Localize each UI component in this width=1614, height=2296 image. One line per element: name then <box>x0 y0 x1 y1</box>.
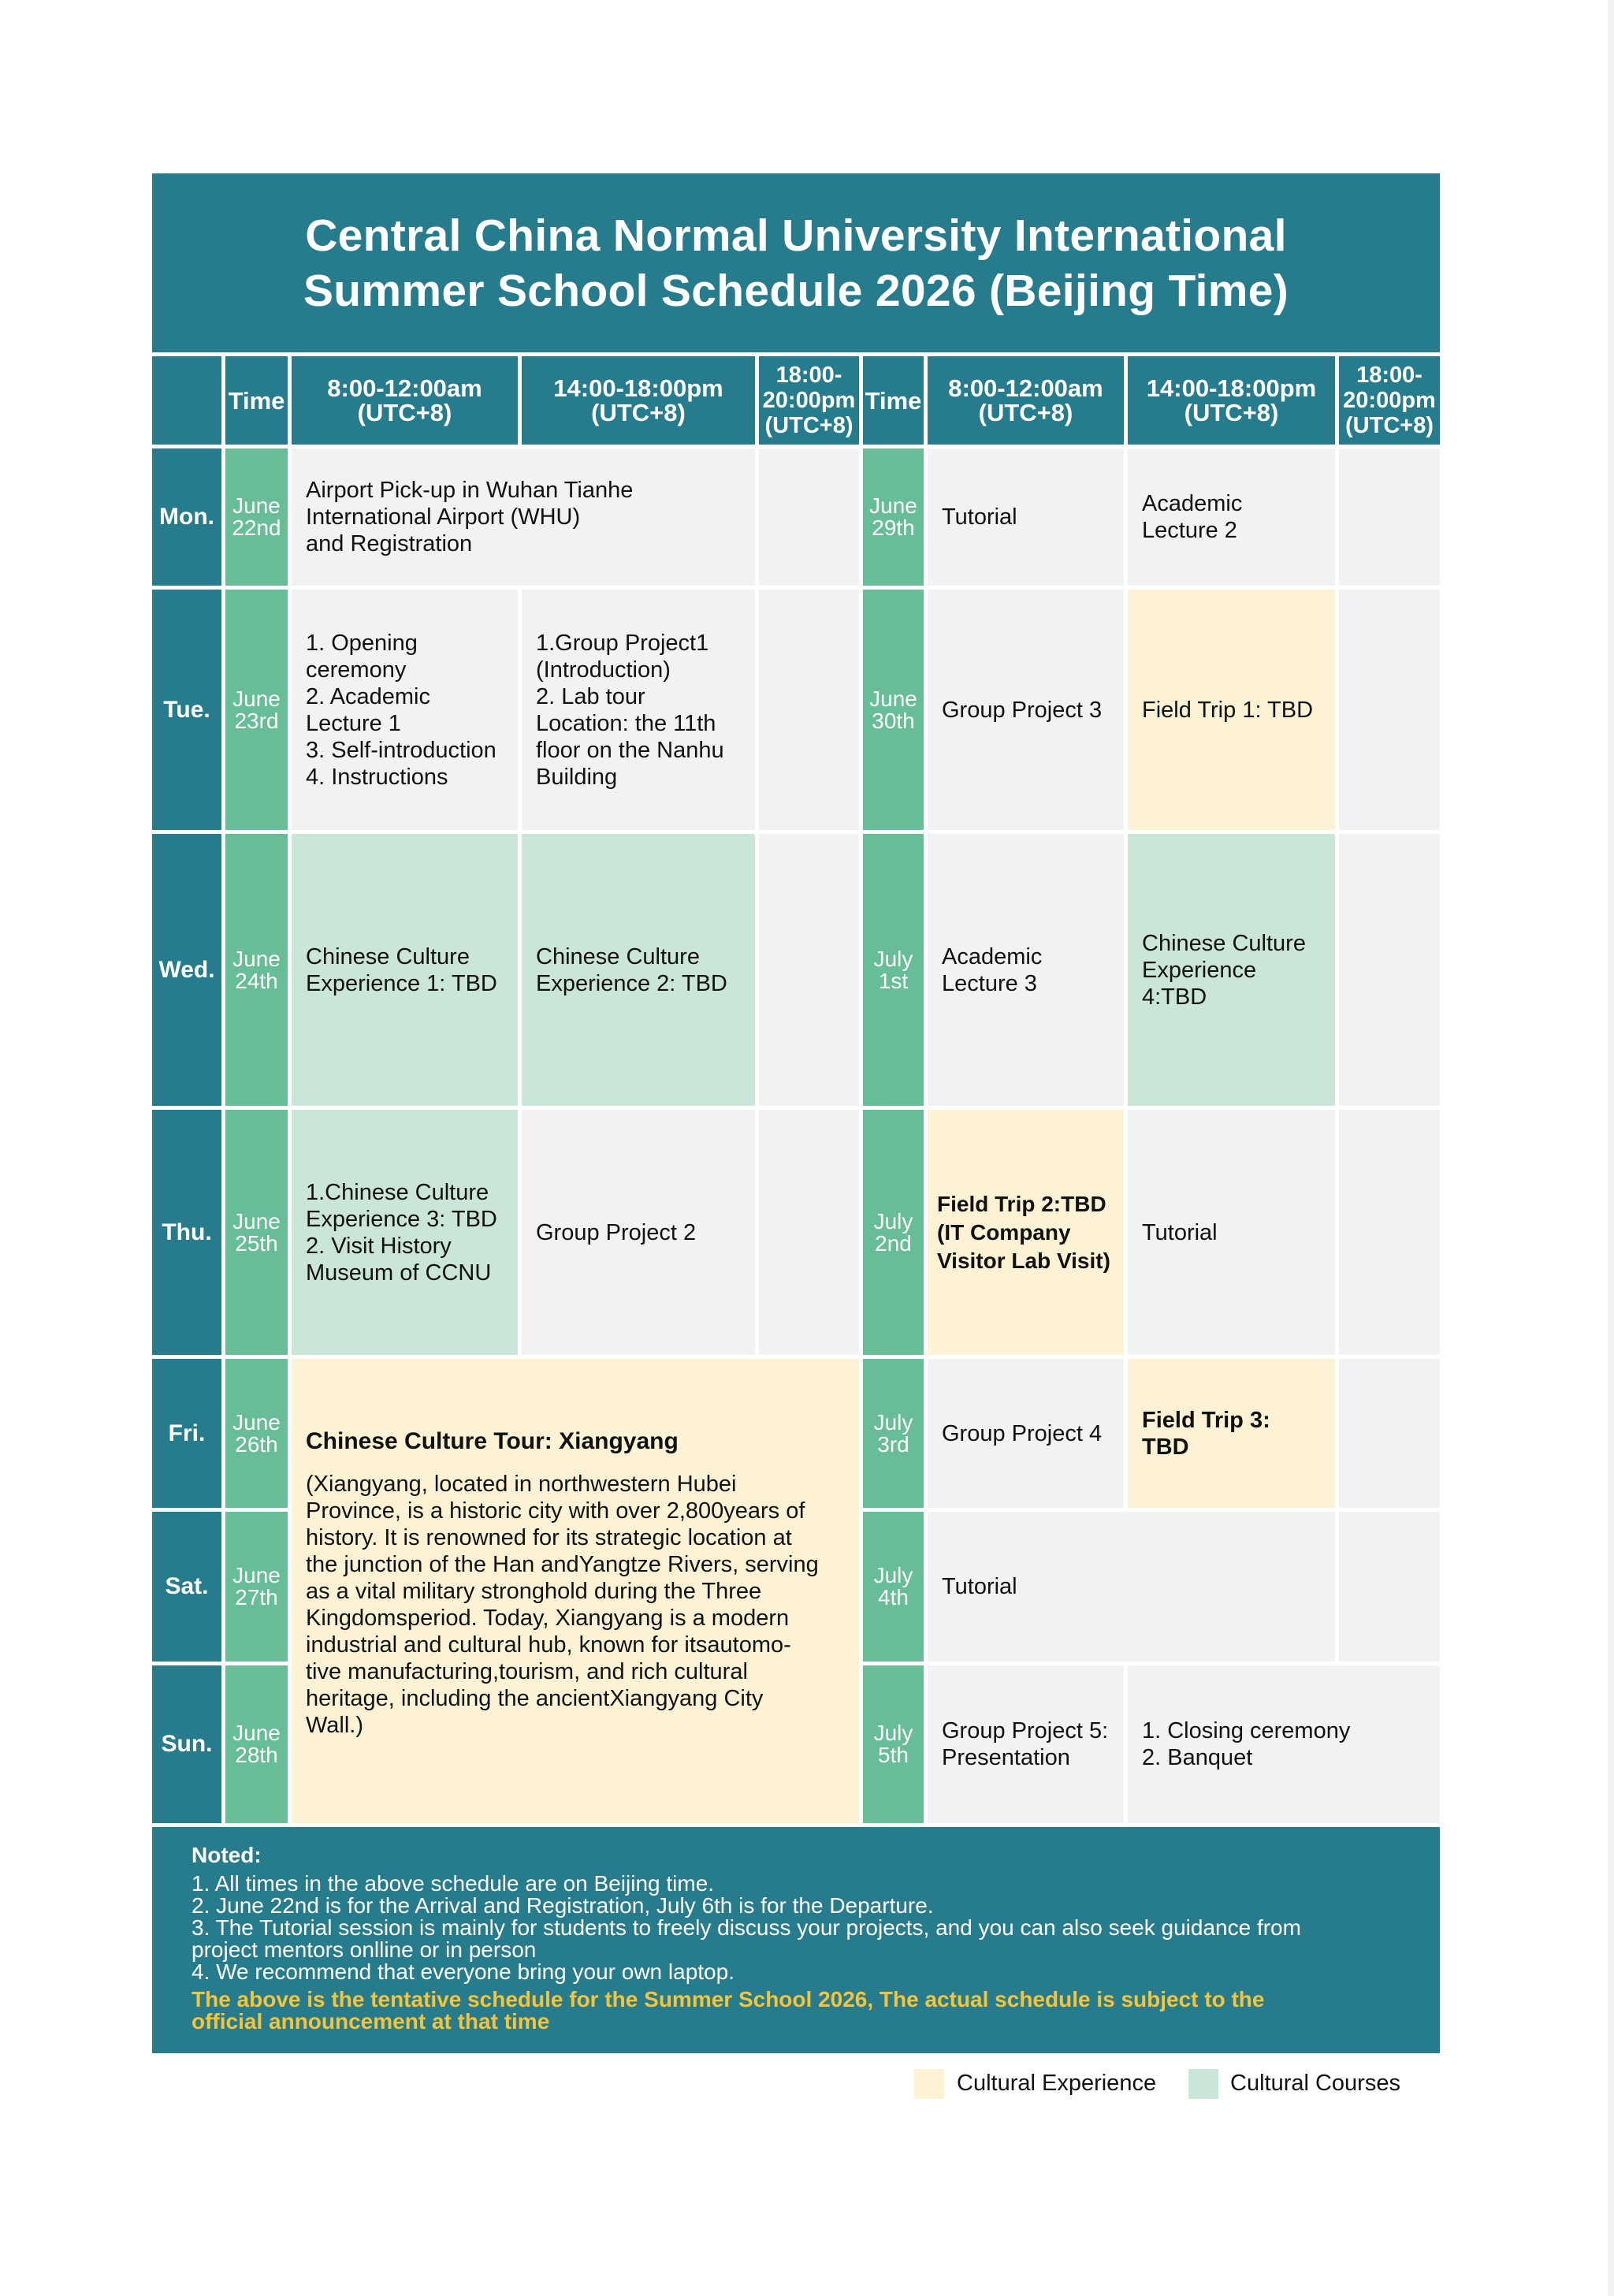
w2-fri-morning: Group Project 4 <box>928 1359 1124 1508</box>
header-morning-2: 8:00-12:00am (UTC+8) <box>928 356 1124 445</box>
date-cell: July 1st <box>863 834 924 1106</box>
day-label-thu: Thu. <box>152 1110 221 1355</box>
day-label-sat: Sat. <box>152 1512 221 1662</box>
w2-mon-evening <box>1339 448 1440 586</box>
day-label-wed: Wed. <box>152 834 221 1106</box>
w1-wed-afternoon: Chinese Culture Experience 2: TBD <box>522 834 755 1106</box>
header-time-2: Time <box>863 356 924 445</box>
w2-tue-evening <box>1339 590 1440 830</box>
note-item: 2. June 22nd is for the Arrival and Registration, July 6th is for the Departure. <box>192 1893 934 1918</box>
legend-label-experience: Cultural Experience <box>957 2071 1157 2096</box>
w2-tue-afternoon: Field Trip 1: TBD <box>1128 590 1335 830</box>
w2-mon-afternoon: Academic Lecture 2 <box>1128 448 1335 586</box>
w2-sun-afternoon: 1. Closing ceremony 2. Banquet <box>1128 1665 1440 1823</box>
w2-fri-afternoon: Field Trip 3: TBD <box>1128 1359 1335 1508</box>
notes-panel <box>152 1827 1440 2053</box>
w1-tue-evening <box>759 590 859 830</box>
day-label-tue: Tue. <box>152 590 221 830</box>
date-cell: June 28th <box>225 1665 288 1823</box>
date-cell: June 30th <box>863 590 924 830</box>
w1-wed-evening <box>759 834 859 1106</box>
w2-wed-morning: Academic Lecture 3 <box>928 834 1124 1106</box>
legend-label-courses: Cultural Courses <box>1230 2071 1400 2096</box>
title-line-1: Central China Normal University International <box>305 210 1287 261</box>
legend <box>914 2069 1426 2101</box>
day-label-sun: Sun. <box>152 1665 221 1823</box>
title-line-2: Summer School Schedule 2026 (Beijing Time) <box>303 265 1289 316</box>
w2-thu-morning: Field Trip 2:TBD (IT Company Visitor Lab Visit) <box>928 1110 1124 1355</box>
date-cell: June 26th <box>225 1359 288 1508</box>
w1-thu-morning: 1.Chinese Culture Experience 3: TBD 2. Visit History Museum of CCNU <box>292 1110 518 1355</box>
w1-tue-morning: 1. Opening ceremony 2. Academic Lecture 1 3. Self-introduction 4. Instructions <box>292 590 518 830</box>
date-cell: June 27th <box>225 1512 288 1662</box>
header-morning-1: 8:00-12:00am (UTC+8) <box>292 356 518 445</box>
date-cell: June 24th <box>225 834 288 1106</box>
w2-sat-activity: Tutorial <box>928 1512 1335 1662</box>
w2-sun-morning: Group Project 5: Presentation <box>928 1665 1124 1823</box>
page-title <box>152 173 1440 352</box>
w1-tue-afternoon: 1.Group Project1 (Introduction) 2. Lab tour Location: the 11th floor on the Nanhu Building <box>522 590 755 830</box>
header-time-1: Time <box>225 356 288 445</box>
schedule-sheet <box>152 173 1440 2053</box>
header-corner <box>152 356 221 445</box>
tour-title: Chinese Culture Tour: Xiangyang <box>306 1428 679 1454</box>
w2-mon-morning: Tutorial <box>928 448 1124 586</box>
w2-tue-morning: Group Project 3 <box>928 590 1124 830</box>
page-edge <box>1608 0 1614 2296</box>
note-item: 4. We recommend that everyone bring your own laptop. <box>192 1959 734 1984</box>
legend-swatch-courses <box>1188 2069 1218 2099</box>
tour-description: (Xiangyang, located in northwestern Hubei Province, is a historic city with over 2,800years of history. It is renowned for its strategic location at the junction of the Han andYangtze Rivers, serving as a vital military stronghold during the Three Kingdomsperiod. Today, Xiangyang is a modern industrial and cultural hub, known for itsautomo- tive manufacturing,tourism, and rich cultural heritage, including the ancientXiangyang City Wall.) <box>306 1472 819 1738</box>
notes-warning: The above is the tentative schedule for the Summer School 2026, The actual schedule is subject to the official announcement at that time <box>192 1987 1265 2034</box>
legend-swatch-experience <box>914 2069 944 2099</box>
w1-wed-morning: Chinese Culture Experience 1: TBD <box>292 834 518 1106</box>
header-evening-1: 18:00- 20:00pm (UTC+8) <box>759 356 859 445</box>
notes-title: Noted: <box>192 1843 262 1867</box>
w2-sat-evening <box>1339 1512 1440 1662</box>
date-cell: June 25th <box>225 1110 288 1355</box>
w2-thu-afternoon: Tutorial <box>1128 1110 1335 1355</box>
w1-mon-evening <box>759 448 859 586</box>
date-cell: July 2nd <box>863 1110 924 1355</box>
note-item: project mentors onlline or in person <box>192 1937 537 1962</box>
header-evening-2: 18:00- 20:00pm (UTC+8) <box>1339 356 1440 445</box>
w1-weekend-tour <box>292 1359 859 1823</box>
date-cell: June 22nd <box>225 448 288 586</box>
date-cell: July 4th <box>863 1512 924 1662</box>
date-cell: July 5th <box>863 1665 924 1823</box>
note-item: 3. The Tutorial session is mainly for students to freely discuss your projects, and you can also seek guidance from <box>192 1915 1301 1940</box>
w1-thu-evening <box>759 1110 859 1355</box>
header-afternoon-1: 14:00-18:00pm (UTC+8) <box>522 356 755 445</box>
date-cell: June 23rd <box>225 590 288 830</box>
header-afternoon-2: 14:00-18:00pm (UTC+8) <box>1128 356 1335 445</box>
w1-mon-activity: Airport Pick-up in Wuhan Tianhe International Airport (WHU) and Registration <box>292 448 755 586</box>
w2-wed-evening <box>1339 834 1440 1106</box>
day-label-fri: Fri. <box>152 1359 221 1508</box>
day-label-mon: Mon. <box>152 448 221 586</box>
date-cell: July 3rd <box>863 1359 924 1508</box>
w2-wed-afternoon: Chinese Culture Experience 4:TBD <box>1128 834 1335 1106</box>
note-item: 1. All times in the above schedule are on Beijing time. <box>192 1871 715 1896</box>
w2-fri-evening <box>1339 1359 1440 1508</box>
w2-thu-evening <box>1339 1110 1440 1355</box>
w1-thu-afternoon: Group Project 2 <box>522 1110 755 1355</box>
date-cell: June 29th <box>863 448 924 586</box>
